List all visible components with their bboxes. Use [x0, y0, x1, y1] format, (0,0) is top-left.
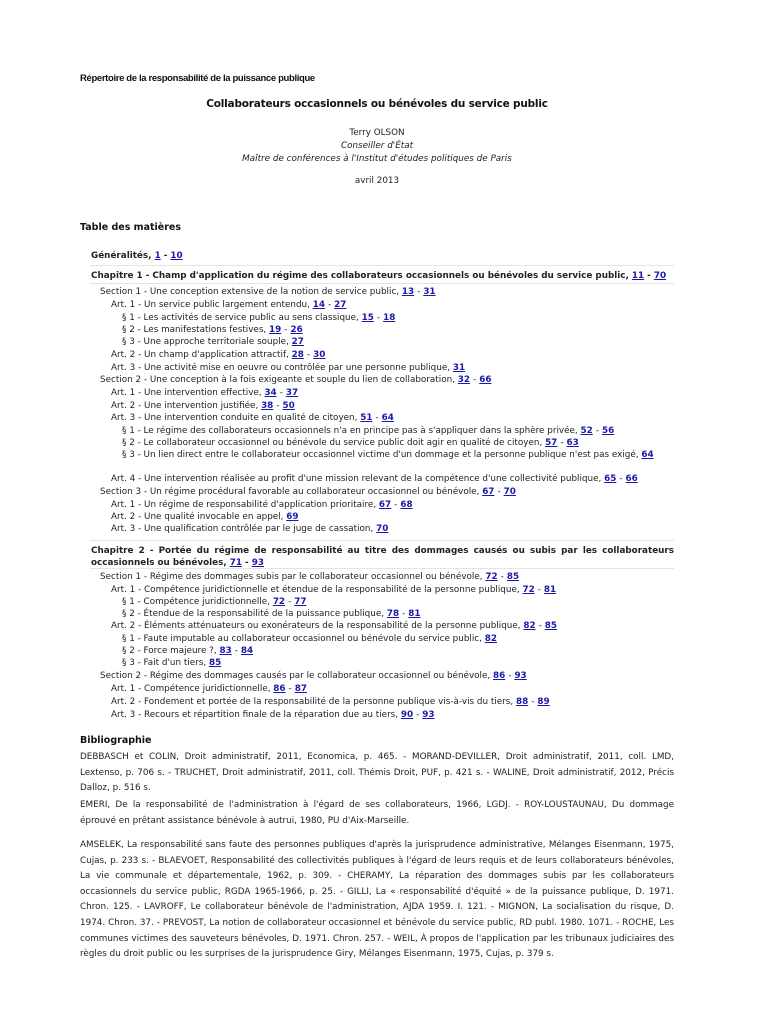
toc-entry — [111, 511, 298, 524]
toc-entry: Art. 1 - Compétence juridictionnelle, 86 - 87 — [111, 684, 307, 694]
paragraph-link[interactable]: 93 — [422, 710, 435, 720]
toc-entry: Art. 3 - Recours et répartition finale de la réparation due au tiers, 90 - 93 — [111, 710, 435, 720]
paragraph-link[interactable]: 71 — [229, 558, 243, 568]
document-title: Collaborateurs occasionnels ou bénévoles du service public — [206, 98, 548, 110]
separator — [90, 283, 674, 284]
toc-entry-label: Art. 1 - Un service public largement entendu, — [111, 300, 310, 310]
separator — [90, 568, 674, 569]
paragraph-link[interactable]: 93 — [251, 558, 264, 568]
toc-entry: § 2 - Le collaborateur occasionnel ou bénévole du service public doit agir en qualité de citoyen, 57 - 63 — [122, 438, 579, 448]
paragraph-link[interactable]: 37 — [285, 388, 299, 398]
toc-entry: § 2 - Les manifestations festives, 19 - 26 — [122, 325, 303, 335]
paragraph-link[interactable]: 64 — [381, 413, 394, 423]
toc-entry: Art. 3 - Une intervention conduite en qualité de citoyen, 51 - 64 — [111, 413, 394, 423]
paragraph-link[interactable]: 69 — [286, 512, 299, 522]
author-role-1: Conseiller d'État — [340, 141, 414, 151]
toc-entry-label: Art. 2 - Éléments atténuateurs ou exonérateurs de la responsabilité de la personne publique, — [111, 621, 521, 631]
toc-entry-label: Art. 3 - Une qualification contrôlée par le juge de cassation, — [111, 524, 374, 534]
toc-entry-label: Art. 2 - Un champ d'application attractif, — [111, 350, 289, 360]
toc-entry: Section 2 - Une conception à la fois exigeante et souple du lien de collaboration, 32 - 66 — [100, 375, 492, 385]
paragraph-link[interactable]: 84 — [240, 646, 254, 656]
toc-entry-label: § 3 - Une approche territoriale souple, — [122, 337, 289, 347]
paragraph-link[interactable]: 77 — [294, 597, 307, 607]
toc-heading: Table des matières — [80, 222, 182, 233]
toc-entry-label: Art. 1 - Compétence juridictionnelle et étendue de la responsabilité de la personne publique, — [111, 585, 520, 595]
toc-entry: Art. 1 - Un service public largement entendu, 14 - 27 — [111, 300, 347, 310]
toc-entry: § 1 - Les activités de service public au sens classique, 15 - 18 — [122, 313, 396, 323]
paragraph-link[interactable]: 56 — [601, 426, 615, 436]
paragraph-link[interactable]: 87 — [294, 684, 307, 694]
toc-entry-label: Section 2 - Une conception à la fois exigeante et souple du lien de collaboration, — [100, 375, 455, 385]
paragraph-link[interactable]: 67 — [378, 500, 392, 510]
publication-date: avril 2013 — [354, 176, 400, 186]
paragraph-link[interactable]: 32 — [457, 375, 471, 385]
paragraph-link[interactable]: 81 — [543, 585, 557, 595]
paragraph-link[interactable]: 57 — [545, 438, 558, 448]
toc-entry-label: Art. 1 - Un régime de responsabilité d'application prioritaire, — [111, 500, 377, 510]
toc-entry: Art. 1 - Compétence juridictionnelle et étendue de la responsabilité de la personne publique, 72 - 81 — [111, 585, 557, 595]
paragraph-link[interactable]: 50 — [282, 401, 295, 411]
paragraph-link[interactable]: 81 — [408, 609, 421, 619]
toc-entry-label: § 3 - Un lien direct entre le collaborateur occasionnel victime d'un dommage et la personne publique n'est pas exigé, — [122, 450, 639, 460]
toc-entry-label: Art. 3 - Recours et répartition finale de la réparation due au tiers, — [111, 710, 399, 720]
paragraph-link[interactable]: 34 — [264, 388, 277, 398]
toc-entry-label: Art. 3 - Une intervention conduite en qualité de citoyen, — [111, 413, 358, 423]
toc-entry: Art. 2 - Éléments atténuateurs ou exonérateurs de la responsabilité de la personne publique, 82 - 85 — [111, 621, 558, 631]
separator — [90, 265, 674, 266]
toc-entry: Section 1 - Régime des dommages subis par le collaborateur occasionnel ou bénévole, 72 - 85 — [100, 572, 520, 582]
paragraph-link[interactable]: 78 — [386, 609, 400, 619]
separator — [90, 540, 674, 541]
paragraph-link[interactable]: 14 — [312, 300, 325, 310]
paragraph-link[interactable]: 65 — [604, 474, 617, 484]
toc-entry-label: § 1 - Les activités de service public au sens classique, — [122, 313, 359, 323]
paragraph-link[interactable]: 13 — [401, 287, 415, 297]
bibliography-paragraph: AMSELEK, La responsabilité sans faute des personnes publiques d'après la jurisprudence administrative, Mélanges Eisenmann, 1975, Cujas, p. 233 s. - BLAEVOET, Responsabilité des collectivités publiques à l'égard de leurs requis et de leurs collaborateurs bénévoles, La vie communale et départementale, 1962, p. 309. - CHERAMY, La réparation des dommages subis par les collaborateurs occasionnels du service public, RGDA 1965-1966, p. 25. - GILLI, La « responsabilité d'équité » de la puissance publique, D. 1971. Chron. 125. - LAVROFF, Le collaborateur bénévole de l'administration, AJDA 1959. I. 121. - MIGNON, La socialisation du risque, D. 1974. Chron. 37. - PREVOST, La notion de collaborateur occasionnel et bénévole du service public, RD publ. 1980. 1071. - ROCHE, Les communes victimes des sauveteurs bénévoles, D. 1971. Chron. 257. - WEIL, À propos de l'application par les tribunaux judiciaires des règles du droit public ou les surprises de la jurisprudence Giry, Mélanges Eisenmann, 1975, Cujas, p. 379 s. — [80, 840, 674, 960]
paragraph-link[interactable]: 11 — [631, 271, 645, 281]
paragraph-link[interactable]: 82 — [484, 634, 497, 644]
toc-entry-label: § 2 - Le collaborateur occasionnel ou bénévole du service public doit agir en qualité de citoyen, — [122, 438, 543, 448]
toc-entry — [111, 362, 465, 375]
paragraph-link[interactable]: 52 — [580, 426, 593, 436]
paragraph-link[interactable]: 63 — [566, 438, 579, 448]
paragraph-link[interactable]: 51 — [360, 413, 373, 423]
repertoire-heading: Répertoire de la responsabilité de la puissance publique — [80, 73, 315, 84]
toc-entry-label: § 2 - Force majeure ?, — [122, 646, 217, 656]
toc-entry-label: Art. 2 - Une qualité invocable en appel, — [111, 512, 284, 522]
toc-entry-label: Art. 3 - Une activité mise en oeuvre ou contrôlée par une personne publique, — [111, 363, 451, 373]
paragraph-link[interactable]: 66 — [479, 375, 492, 385]
paragraph-link[interactable]: 67 — [482, 487, 495, 497]
paragraph-link[interactable]: 85 — [544, 621, 558, 631]
toc-entry-label: Art. 1 - Une intervention effective, — [111, 388, 262, 398]
paragraph-link[interactable]: 28 — [291, 350, 304, 360]
author-role-2: Maître de conférences à l'Institut d'études politiques de Paris — [242, 154, 512, 164]
paragraph-link[interactable]: 15 — [361, 313, 374, 323]
paragraph-link[interactable]: 82 — [523, 621, 536, 631]
toc-entry: Art. 4 - Une intervention réalisée au profit d'une mission relevant de la compétence d'une collectivité publique, 65 - 66 — [111, 474, 638, 484]
paragraph-link[interactable]: 86 — [493, 671, 506, 681]
toc-entry-label: § 1 - Compétence juridictionnelle, — [122, 597, 271, 607]
toc-entry: Section 2 - Régime des dommages causés par le collaborateur occasionnel ou bénévole, 86 - 93 — [100, 671, 527, 681]
bibliography-heading: Bibliographie — [80, 735, 152, 746]
toc-entry-label: Section 3 - Un régime procédural favorable au collaborateur occasionnel ou bénévole, — [100, 487, 480, 497]
toc-entry — [122, 449, 674, 462]
paragraph-link[interactable]: 26 — [290, 325, 303, 335]
author-name: Terry OLSON — [349, 128, 405, 138]
paragraph-link[interactable]: 27 — [291, 337, 304, 347]
paragraph-link[interactable]: 31 — [423, 287, 436, 297]
toc-entry-label: Section 2 - Régime des dommages causés par le collaborateur occasionnel ou bénévole, — [100, 671, 491, 681]
paragraph-link[interactable]: 83 — [219, 646, 232, 656]
paragraph-link[interactable]: 72 — [522, 585, 535, 595]
paragraph-link[interactable]: 88 — [515, 697, 529, 707]
paragraph-link[interactable]: 30 — [313, 350, 326, 360]
toc-entry: Art. 2 - Un champ d'application attractif, 28 - 30 — [111, 350, 326, 360]
paragraph-link[interactable]: 72 — [272, 597, 286, 607]
toc-entry-label: § 2 - Étendue de la responsabilité de la puissance publique, — [122, 609, 385, 619]
toc-entry-label: § 2 - Les manifestations festives, — [122, 325, 267, 335]
toc-entry: Art. 1 - Un régime de responsabilité d'application prioritaire, 67 - 68 — [111, 500, 413, 510]
paragraph-link[interactable]: 1 — [154, 251, 161, 261]
toc-entry-label: Chapitre 2 - Portée du régime de responsabilité au titre des dommages causés ou subis par les collaborateurs occasionnels ou bénévoles, — [91, 546, 674, 568]
paragraph-link[interactable]: 90 — [400, 710, 414, 720]
toc-entry: Art. 2 - Fondement et portée de la responsabilité de la personne publique vis-à-vis du tiers, 88 - 89 — [111, 697, 550, 707]
paragraph-link[interactable]: 38 — [261, 401, 274, 411]
paragraph-link[interactable]: 19 — [269, 325, 282, 335]
toc-entry-label: Section 1 - Régime des dommages subis par le collaborateur occasionnel ou bénévole, — [100, 572, 483, 582]
toc-entry: Section 3 - Un régime procédural favorable au collaborateur occasionnel ou bénévole, 67 - 70 — [100, 487, 516, 497]
toc-entry-label: Section 1 - Une conception extensive de la notion de service public, — [100, 287, 400, 297]
toc-entry-label: Art. 2 - Fondement et portée de la responsabilité de la personne publique vis-à-vis du tiers, — [111, 697, 514, 707]
toc-entry — [111, 523, 388, 536]
toc-entry — [122, 633, 497, 646]
toc-entry — [122, 336, 304, 349]
paragraph-link[interactable]: 31 — [452, 363, 466, 373]
toc-entry-generalites: Généralités, 1 - 10 — [91, 251, 183, 261]
paragraph-link[interactable]: 66 — [625, 474, 638, 484]
toc-entry-chapter-2: Chapitre 2 - Portée du régime de responsabilité au titre des dommages causés ou subis par les collaborateurs occasionnels ou bénévoles, 71 - 93 — [91, 546, 674, 568]
toc-entry-label: Art. 4 - Une intervention réalisée au profit d'une mission relevant de la compétence d'une collectivité publique, — [111, 474, 602, 484]
toc-entry-label: Art. 1 - Compétence juridictionnelle, — [111, 684, 271, 694]
toc-entry: § 1 - Le régime des collaborateurs occasionnels n'a en principe pas à s'appliquer dans la sphère privée, 52 - 56 — [122, 426, 615, 436]
toc-entry-label: Généralités, — [91, 251, 152, 261]
toc-entry-label: § 1 - Faute imputable au collaborateur occasionnel ou bénévole du service public, — [122, 634, 482, 644]
paragraph-link[interactable]: 86 — [273, 684, 286, 694]
toc-entry-label: Art. 2 - Une intervention justifiée, — [111, 401, 259, 411]
paragraph-link[interactable]: 85 — [506, 572, 520, 582]
paragraph-link[interactable]: 89 — [537, 697, 550, 707]
toc-entry: § 2 - Force majeure ?, 83 - 84 — [122, 646, 254, 656]
toc-entry-label: Chapitre 1 - Champ d'application du régime des collaborateurs occasionnels ou bénévoles du service public, — [91, 271, 629, 281]
paragraph-link[interactable]: 85 — [208, 658, 222, 668]
paragraph-link[interactable]: 70 — [503, 487, 516, 497]
bibliography-paragraph: EMERI, De la responsabilité de l'administration à l'égard de ses collaborateurs, 1966, LGDJ. - ROY-LOUSTAUNAU, Du dommage éprouvé en prêtant assistance bénévole à autrui, 1980, PU d'Aix-Marseille. — [80, 800, 674, 826]
paragraph-link[interactable]: 93 — [514, 671, 527, 681]
toc-entry: § 2 - Étendue de la responsabilité de la puissance publique, 78 - 81 — [122, 609, 421, 619]
toc-entry-chapter-1: Chapitre 1 - Champ d'application du régime des collaborateurs occasionnels ou bénévoles du service public, 11 - 70 — [91, 271, 667, 281]
paragraph-link[interactable]: 68 — [400, 500, 413, 510]
paragraph-link[interactable]: 27 — [334, 300, 347, 310]
paragraph-link[interactable]: 70 — [376, 524, 389, 534]
toc-entry: Section 1 - Une conception extensive de la notion de service public, 13 - 31 — [100, 287, 436, 297]
toc-entry — [122, 657, 221, 670]
paragraph-link[interactable]: 70 — [653, 271, 667, 281]
paragraph-link[interactable]: 10 — [170, 251, 183, 261]
toc-entry-label: § 3 - Fait d'un tiers, — [122, 658, 207, 668]
toc-entry: Art. 2 - Une intervention justifiée, 38 - 50 — [111, 401, 295, 411]
toc-entry-label: § 1 - Le régime des collaborateurs occasionnels n'a en principe pas à s'appliquer dans la sphère privée, — [122, 426, 578, 436]
toc-entry: Art. 1 - Une intervention effective, 34 - 37 — [111, 388, 299, 398]
paragraph-link[interactable]: 72 — [485, 572, 498, 582]
toc-entry: § 1 - Compétence juridictionnelle, 72 - 77 — [122, 597, 307, 607]
paragraph-link[interactable]: 18 — [383, 313, 396, 323]
bibliography-paragraph: DEBBASCH et COLIN, Droit administratif, 2011, Economica, p. 465. - MORAND-DEVILLER, Droit administratif, 2011, coll. LMD, Lextenso, p. 706 s. - TRUCHET, Droit administratif, 2011, coll. Thémis Droit, PUF, p. 421 s. - WALINE, Droit administratif, 2012, Précis Dalloz, p. 516 s. — [80, 752, 674, 794]
paragraph-link[interactable]: 64 — [641, 450, 654, 460]
